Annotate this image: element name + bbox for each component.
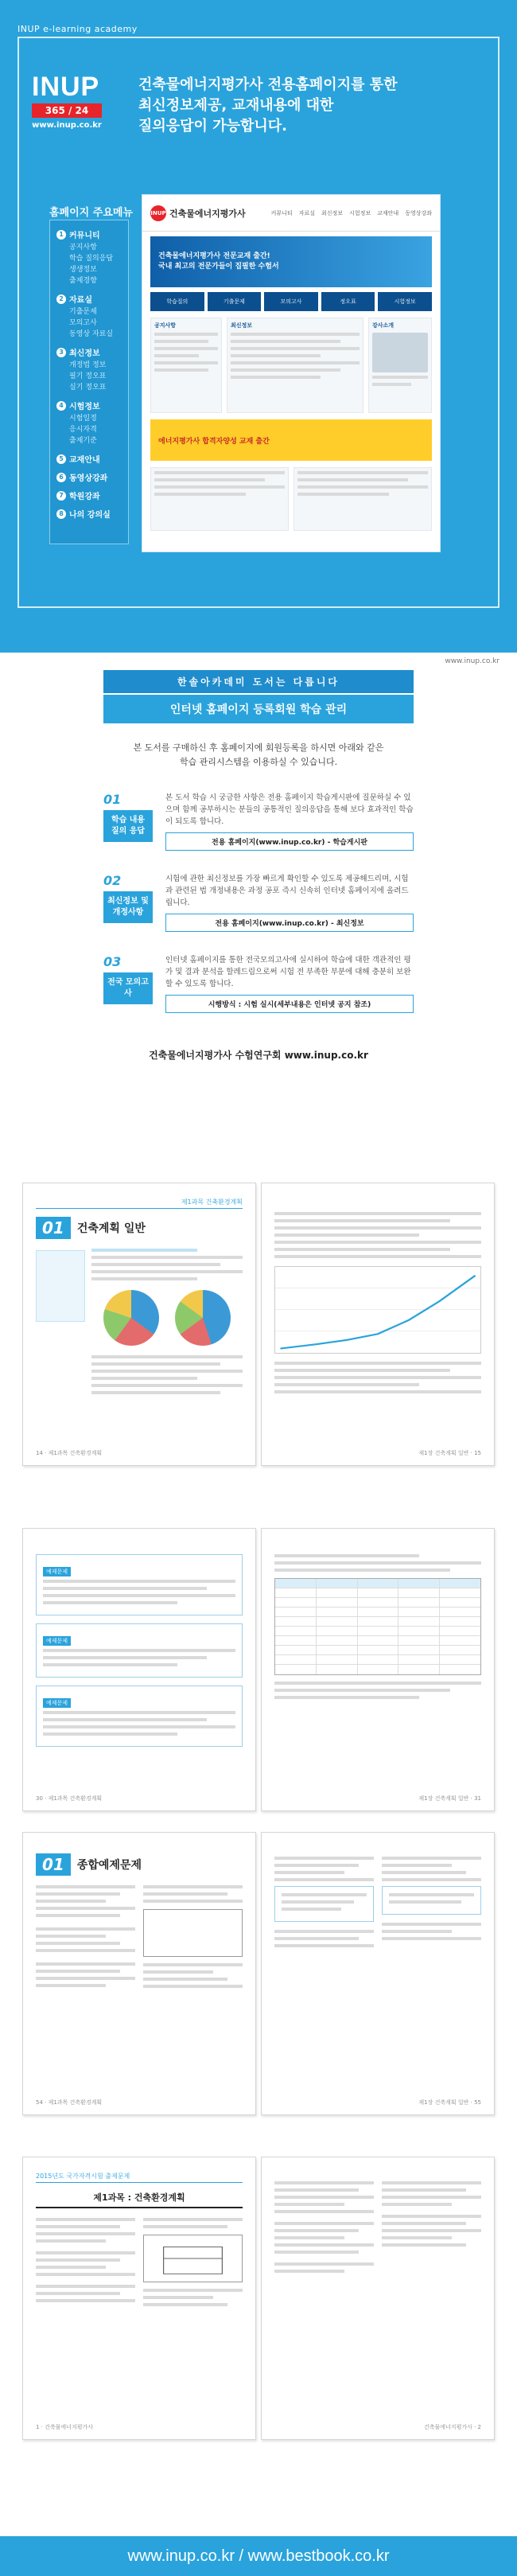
menu-subitem[interactable]: 출제기준 xyxy=(69,437,97,445)
hero-section xyxy=(0,0,517,653)
pie-chart xyxy=(103,1290,159,1346)
menu-item[interactable] xyxy=(56,489,122,501)
menu-number-icon: 8 xyxy=(56,509,66,519)
screenshot-logo[interactable] xyxy=(150,205,246,221)
book-page xyxy=(261,1528,495,1811)
screenshot-nav-item[interactable]: 자료실 xyxy=(298,209,315,216)
site-url-label[interactable]: www.inup.co.kr xyxy=(445,657,500,665)
step-left xyxy=(103,792,157,851)
menu-subitem[interactable]: 동영상 자료실 xyxy=(69,330,114,338)
menu-item-label: 자료실 xyxy=(69,296,92,305)
screenshot-quick-bar xyxy=(150,292,432,311)
menu-number-icon: 7 xyxy=(56,491,66,501)
formula-figure xyxy=(143,1909,243,1957)
screenshot-quick-button[interactable]: 정오표 xyxy=(321,292,375,311)
screenshot-column-title: 강사소개 xyxy=(372,322,395,329)
member-step xyxy=(103,954,414,1013)
screenshot-nav-item[interactable]: 동영상강좌 xyxy=(405,209,432,216)
menu-group xyxy=(56,346,122,393)
teacher-photo xyxy=(372,333,428,372)
screenshot-column-latest[interactable] xyxy=(227,318,363,413)
menu-item[interactable] xyxy=(56,293,122,305)
book-page xyxy=(261,2157,495,2440)
member-intro xyxy=(103,741,414,770)
inup-logo[interactable] xyxy=(32,73,121,130)
step-body xyxy=(157,792,414,851)
chapter-title xyxy=(36,1853,243,1876)
page-footer: 30 · 제1과목 건축환경계획 xyxy=(36,1795,103,1802)
page-header: 2015년도 국가자격시험 출제문제 xyxy=(36,2172,243,2183)
step-link[interactable]: 전용 홈페이지(www.inup.co.kr) - 학습게시판 xyxy=(165,832,414,851)
screenshot-header xyxy=(142,195,440,232)
step-label: 전국 모의고사 xyxy=(103,972,153,1004)
screenshot-nav xyxy=(271,209,432,217)
bottom-url-text[interactable]: www.inup.co.kr / www.bestbook.co.kr xyxy=(127,2547,390,2565)
book-spread-4 xyxy=(22,2157,495,2440)
screenshot-column-teachers[interactable] xyxy=(368,318,432,413)
screenshot-column-notice[interactable] xyxy=(150,318,222,413)
screenshot-promo-text: 에너지평가사 합격자양성 교재 출간 xyxy=(158,437,270,446)
data-table xyxy=(274,1578,481,1675)
book-page xyxy=(22,1528,256,1811)
example-question-box xyxy=(36,1686,243,1747)
question-tag: 예제문제 xyxy=(43,1636,71,1646)
logo-word: INUP xyxy=(32,72,100,102)
step-link[interactable]: 시행방식 : 시험 실시(세부내용은 인터넷 공지 참조) xyxy=(165,995,414,1013)
screenshot-banner[interactable] xyxy=(150,236,432,287)
screenshot-quick-button[interactable]: 시험정보 xyxy=(378,292,432,311)
menu-item-label: 동영상강좌 xyxy=(69,474,108,483)
exam-subject-title: 제1과목 : 건축환경계획 xyxy=(36,2191,243,2208)
building-section-figure xyxy=(143,2235,243,2282)
book-spread-3 xyxy=(22,1832,495,2115)
menu-item[interactable] xyxy=(56,346,122,358)
screenshot-quick-button[interactable]: 기출문제 xyxy=(208,292,262,311)
bottom-url-bar xyxy=(0,2536,517,2576)
book-page xyxy=(22,1183,256,1466)
menu-item-label: 커뮤니티 xyxy=(69,232,100,240)
step-left xyxy=(103,954,157,1013)
menu-group xyxy=(56,228,122,286)
menu-group xyxy=(56,508,122,520)
menu-item-label: 나의 강의실 xyxy=(69,511,111,520)
screenshot-nav-item[interactable]: 커뮤니티 xyxy=(270,209,293,216)
book-page xyxy=(22,2157,256,2440)
step-text: 본 도서 학습 시 궁금한 사항은 전용 홈페이지 학습게시판에 질문하실 수 있으며 함께 공부하시는 분들의 공통적인 질의응답을 통해 보다 효과적인 학습이 되도록 합니다. xyxy=(165,793,414,826)
chapter-title xyxy=(36,1217,243,1239)
menu-item-label: 최신정보 xyxy=(69,349,100,358)
menu-number-icon: 3 xyxy=(56,348,66,357)
chapter-name: 종합예제문제 xyxy=(76,1859,142,1872)
menu-group xyxy=(56,453,122,465)
step-text: 인터넷 홈페이지를 통한 전국모의고사에 실시하여 학습에 대한 객관적인 평가 및 결과 분석을 할레드림으로써 시험 전 부족한 부분에 대해 충분히 보완할 수 있도록 합니다. xyxy=(165,956,411,988)
screenshot-quick-button[interactable]: 모의고사 xyxy=(264,292,318,311)
page-footer: 제1장 건축계획 일반 · 31 xyxy=(418,1795,481,1802)
page-footer: 제1장 건축계획 일반 · 55 xyxy=(418,2099,481,2106)
screenshot-banner-line-1: 건축물에너지평가사 전문교재 출간! xyxy=(158,252,270,260)
page-footer: 54 · 제1과목 건축환경계획 xyxy=(36,2099,103,2106)
screenshot-nav-item[interactable]: 교재안내 xyxy=(377,209,399,216)
menu-number-icon: 4 xyxy=(56,401,66,411)
menu-item[interactable] xyxy=(56,508,122,520)
menu-item-label: 시험정보 xyxy=(69,403,100,411)
menu-group xyxy=(56,471,122,483)
member-intro-line-1: 본 도서를 구매하신 후 홈페이지에 회원등록을 하시면 아래와 같은 xyxy=(133,742,384,753)
member-step xyxy=(103,873,414,932)
page-footer: 14 · 제1과목 건축환경계획 xyxy=(36,1450,103,1456)
answer-box xyxy=(382,1886,481,1915)
page-footer: 1 · 건축물에너지평가사 xyxy=(36,2424,93,2430)
main-menu-list xyxy=(49,220,129,544)
menu-title: 홈페이지 주요메뉴 xyxy=(49,207,133,219)
menu-subitem[interactable]: 응시자격 xyxy=(69,426,97,434)
pie-chart xyxy=(175,1290,231,1346)
screenshot-promo[interactable] xyxy=(150,419,432,461)
screenshot-column-title: 공지사항 xyxy=(154,322,177,329)
question-tag: 예제문제 xyxy=(43,1698,71,1708)
member-step xyxy=(103,792,414,851)
book-page xyxy=(261,1832,495,2115)
screenshot-logo-mark: INUP xyxy=(150,205,166,221)
step-body xyxy=(157,873,414,932)
screenshot-content-grid xyxy=(150,318,432,413)
screenshot-nav-item[interactable]: 시험정보 xyxy=(349,209,371,216)
side-note xyxy=(36,1250,85,1322)
step-label: 최신정보 및 개정사항 xyxy=(103,891,153,923)
book-page xyxy=(261,1183,495,1466)
screenshot-box[interactable] xyxy=(293,467,432,531)
chart-line-icon xyxy=(275,1267,480,1353)
screenshot-banner-text xyxy=(158,251,279,272)
screenshot-quick-button[interactable]: 학습질의 xyxy=(150,292,204,311)
menu-subitem[interactable]: 필기 정오표 xyxy=(69,372,107,380)
section-diagram-icon xyxy=(144,2235,242,2282)
menu-subitem[interactable]: 출제경향 xyxy=(69,277,97,285)
menu-subitem[interactable]: 학습 질의응답 xyxy=(69,255,114,263)
page-footer: 건축물에너지평가사 · 2 xyxy=(424,2424,481,2430)
screenshot-lower-grid xyxy=(150,467,432,531)
book-spread-1 xyxy=(22,1183,495,1466)
logo-badge: 365 / 24 xyxy=(32,103,102,118)
tagline-line-1: 건축물에너지평가사 전용홈페이지를 통한 xyxy=(138,76,398,93)
menu-subitem[interactable]: 생생정보 xyxy=(69,266,97,274)
menu-item[interactable] xyxy=(56,453,122,465)
answer-box xyxy=(274,1886,374,1922)
menu-subitem[interactable]: 기출문제 xyxy=(69,308,97,316)
menu-subitem[interactable]: 실기 정오표 xyxy=(69,384,107,392)
menu-subitem[interactable]: 모의고사 xyxy=(69,319,97,327)
menu-item[interactable] xyxy=(56,399,122,411)
step-label: 학습 내용 질의 응답 xyxy=(103,810,153,842)
step-left xyxy=(103,873,157,932)
example-question-box xyxy=(36,1554,243,1615)
page-footer: 제1장 건축계획 일반 · 15 xyxy=(418,1450,481,1456)
chapter-number: 01 xyxy=(36,1217,71,1239)
screenshot-column-title: 최신정보 xyxy=(231,322,253,329)
tagline-line-2: 최신정보제공, 교재내용에 대한 xyxy=(138,97,334,114)
example-question-box xyxy=(36,1623,243,1678)
logo-url: www.inup.co.kr xyxy=(32,121,102,130)
member-subtitle: 한솔아카데미 도서는 다릅니다 xyxy=(103,670,414,693)
menu-item-label: 교재안내 xyxy=(69,456,100,465)
step-link[interactable]: 전용 홈페이지(www.inup.co.kr) - 최신정보 xyxy=(165,914,414,932)
member-title: 인터넷 홈페이지 등록회원 학습 관리 xyxy=(103,695,414,723)
step-number: 02 xyxy=(103,873,122,888)
member-intro-line-2: 학습 관리시스템을 이용하실 수 있습니다. xyxy=(179,757,338,767)
chapter-number: 01 xyxy=(36,1853,71,1876)
academy-label: INUP e-learning academy xyxy=(17,24,138,34)
menu-subitem[interactable]: 시험일정 xyxy=(69,415,97,423)
step-body xyxy=(157,954,414,1013)
menu-subitem[interactable]: 개정법 정보 xyxy=(69,361,107,369)
step-number: 01 xyxy=(103,792,122,807)
menu-item[interactable] xyxy=(56,471,122,483)
member-steps xyxy=(103,792,414,1013)
step-text: 시험에 관한 최신정보를 가장 빠르게 확인할 수 있도록 제공해드리며, 시험과 관련된 법 개정내용은 과정 공포 즉시 신속히 인터넷 홈페이지에 올려드립니다. xyxy=(165,875,409,907)
question-tag: 예제문제 xyxy=(43,1567,71,1576)
tagline-line-3: 질의응답이 가능합니다. xyxy=(138,118,287,134)
menu-subitem[interactable]: 공지사항 xyxy=(69,244,97,251)
chapter-name: 건축계획 일반 xyxy=(76,1222,146,1235)
book-spread-2 xyxy=(22,1528,495,1811)
menu-number-icon: 1 xyxy=(56,230,66,240)
screenshot-nav-item[interactable]: 최신정보 xyxy=(321,209,344,216)
member-section xyxy=(103,670,414,1062)
line-chart-figure xyxy=(274,1266,481,1354)
step-number: 03 xyxy=(103,954,122,969)
menu-group xyxy=(56,489,122,501)
page-header: 제1과목 건축환경계획 xyxy=(36,1198,243,1209)
screenshot-logo-text: 건축물에너지평가사 xyxy=(169,208,246,219)
menu-item-label: 학원강좌 xyxy=(69,493,100,501)
screenshot-banner-line-2: 국내 최고의 전문가들이 집필한 수험서 xyxy=(158,263,279,271)
menu-group xyxy=(56,399,122,446)
menu-group xyxy=(56,293,122,340)
homepage-screenshot xyxy=(142,194,441,552)
menu-item[interactable] xyxy=(56,228,122,240)
hero-tagline xyxy=(138,75,398,137)
book-page xyxy=(22,1832,256,2115)
menu-number-icon: 2 xyxy=(56,294,66,304)
menu-number-icon: 5 xyxy=(56,454,66,464)
pie-figure xyxy=(91,1290,243,1346)
menu-number-icon: 6 xyxy=(56,473,66,482)
member-footer: 건축물에너지평가사 수험연구회 www.inup.co.kr xyxy=(149,1050,368,1061)
screenshot-box[interactable] xyxy=(150,467,289,531)
